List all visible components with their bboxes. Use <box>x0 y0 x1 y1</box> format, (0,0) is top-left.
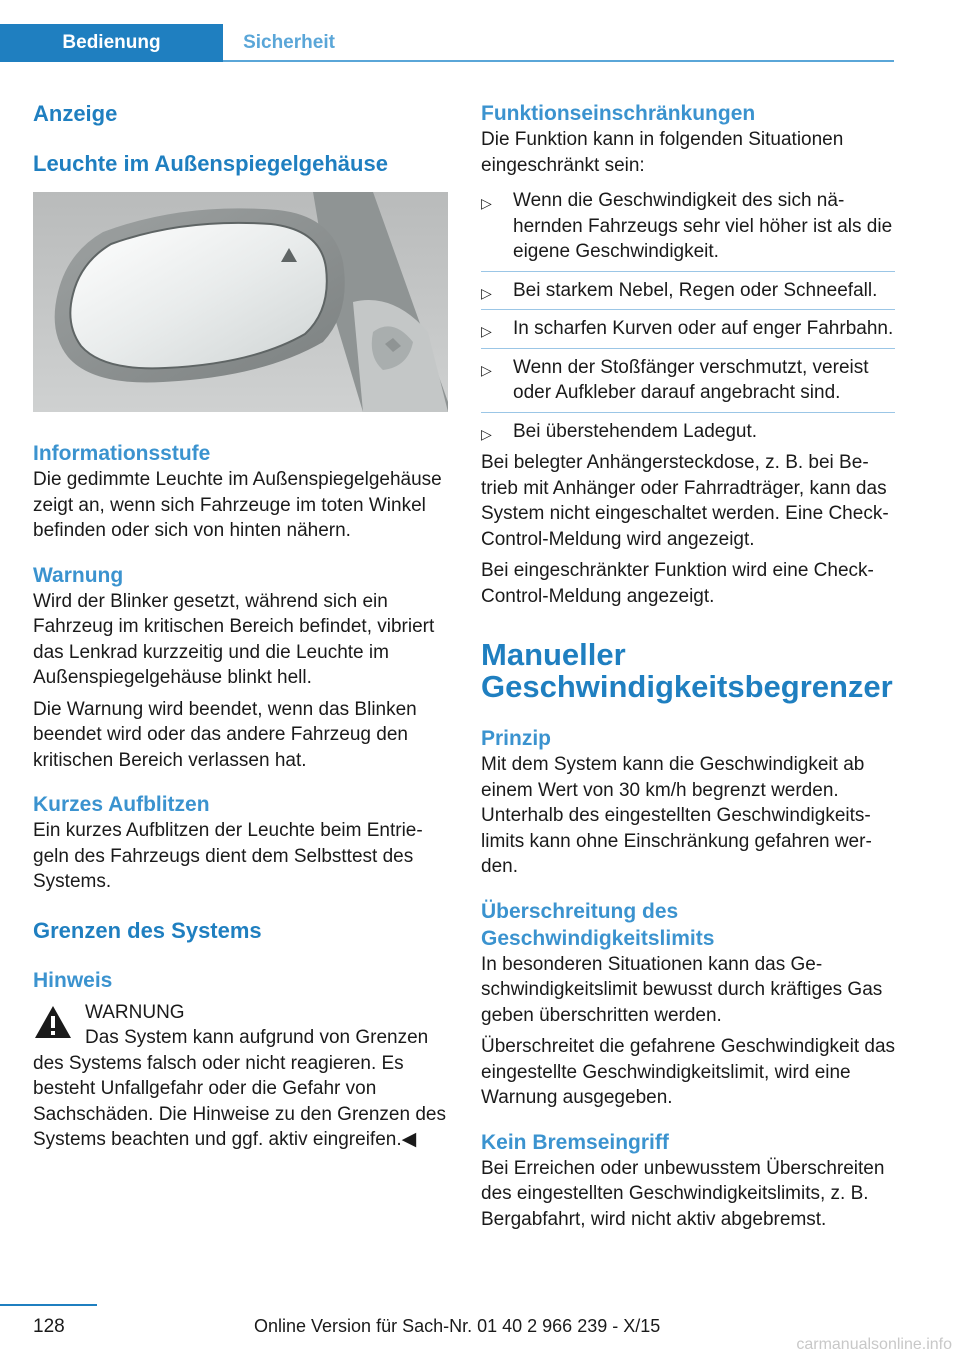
heading-informationsstufe: Informationsstufe <box>33 442 211 465</box>
list-item-text: Bei starkem Nebel, Regen oder Schneefall. <box>513 279 878 301</box>
list-item <box>481 310 895 349</box>
watermark: carmanualsonline.info <box>796 1336 952 1353</box>
list-item-text: Wenn die Geschwindigkeit des sich nähernden Fahrzeugs sehr viel höher ist als die eigene Geschwindigkeit. <box>513 190 893 262</box>
bullet-triangle-icon: ▷ <box>481 323 492 339</box>
text-kein-bremseingriff: Bei Erreichen oder unbewusstem Überschreiten des eingestellten Geschwindigkeitslimits, z. B. Bergabfahrt, wird nicht aktiv abgebremst. <box>481 1157 885 1230</box>
heading-leuchte: Leuchte im Außenspiegelgehäuse <box>33 151 388 176</box>
text-informationsstufe: Die gedimmte Leuchte im Außenspiegelgehäuse zeigt an, wenn sich Fahrzeuge im toten Winkel befinden oder sich von hinten nähern. <box>33 469 442 541</box>
heading-begrenzer: Geschwindigkeitsbegrenzer <box>481 669 893 704</box>
list-item <box>481 413 895 451</box>
heading-manueller: Manueller <box>481 637 626 672</box>
text-warnung-2: Die Warnung wird beendet, wenn das Blinken beendet wird oder das andere Fahrzeug den kritischen Bereich verlassen hat. <box>33 698 417 771</box>
bullet-triangle-icon: ▷ <box>481 425 492 442</box>
left-column <box>33 100 448 1153</box>
heading-kurzes-aufblitzen: Kurzes Aufblitzen <box>33 793 210 816</box>
heading-prinzip: Prinzip <box>481 727 552 750</box>
bullet-triangle-icon: ▷ <box>481 361 492 378</box>
text-warnung-1: Wird der Blinker gesetzt, während sich ein Fahrzeug im kritischen Bereich befindet, vibriert das Lenkrad kurzzeitig und die Leuchte im Außenspiegelgehäuse blinkt hell. <box>33 590 435 688</box>
tab-sicherheit[interactable]: Sicherheit <box>243 32 335 53</box>
limitations-list <box>481 182 895 450</box>
list-item <box>481 272 895 311</box>
list-item-text: Wenn der Stoßfänger verschmutzt, vereist oder Aufkleber darauf angebracht sind. <box>513 356 869 403</box>
warning-line-1: Das System kann aufgrund von Grenzen <box>85 1027 429 1048</box>
list-item-text: In scharfen Kurven oder auf enger Fahrbahn. <box>513 318 894 339</box>
tab-bedienung[interactable]: Bedienung <box>0 24 223 62</box>
footer-version: Online Version für Sach-Nr. 01 40 2 966 239 - X/15 <box>254 1316 661 1336</box>
list-item <box>481 182 895 272</box>
mirror-illustration <box>33 192 448 412</box>
footer-rule <box>0 1304 97 1306</box>
warning-body: des Systems falsch oder nicht reagieren. Es besteht Unfallgefahr oder die Gefahr von Sachschäden. Die Hinweise zu den Grenzen des Systems beachten und ggf. aktiv eingreifen.◀ <box>33 1052 446 1150</box>
text-prinzip: Mit dem System kann die Geschwindigkeit ab einem Wert von 30 km/h begrenzt werden. Unterhalb des eingestellten Geschwindigkeitslimits kann ohne Einschränkung gefahren werden. <box>481 754 872 877</box>
bullet-triangle-icon: ▷ <box>481 284 492 301</box>
text-ueberschreitung-1: In besonderen Situationen kann das Geschwindigkeitslimit bewusst durch kräftiges Gas geben überschritten werden. <box>481 953 883 1026</box>
right-column <box>481 100 895 1232</box>
heading-kein-bremseingriff: Kein Bremseingriff <box>481 1130 669 1154</box>
list-item-text: Bei überstehendem Ladegut. <box>513 420 758 442</box>
text-anhaenger: Bei belegter Anhängersteckdose, z. B. bei Betrieb mit Anhänger oder Fahrradträger, kann das System nicht eingeschaltet werden. Eine Check-Control-Meldung wird angezeigt. <box>481 452 889 550</box>
warning-triangle-icon <box>33 1004 73 1040</box>
heading-warnung: Warnung <box>33 563 124 587</box>
warning-box <box>33 1000 448 1153</box>
text-check-control: Bei eingeschränkter Funktion wird eine Check-Control-Meldung angezeigt. <box>481 560 874 607</box>
heading-funktionseinschraenkungen: Funktionseinschränkungen <box>481 102 756 125</box>
text-ueberschreitung-2: Überschreitet die gefahrene Geschwindigkeit das eingestellte Geschwindigkeitslimit, wird eine Warnung ausgegeben. <box>481 1036 896 1108</box>
tab-bar <box>0 24 894 62</box>
text-kurzes-aufblitzen: Ein kurzes Aufblitzen der Leuchte beim Entriegeln des Fahrzeugs dient dem Selbsttest des Systems. <box>33 820 423 892</box>
text-funktion-intro: Die Funktion kann in folgenden Situationen eingeschränkt sein: <box>481 129 844 176</box>
tab-divider <box>223 60 894 62</box>
heading-grenzen: Grenzen des Systems <box>33 917 262 943</box>
warning-title: WARNUNG <box>85 1001 185 1023</box>
heading-ueberschreitung-1: Überschreitung des <box>481 899 679 923</box>
list-item <box>481 349 895 413</box>
heading-ueberschreitung-2: Geschwindigkeitslimits <box>481 926 715 950</box>
page-number: 128 <box>33 1316 65 1337</box>
bullet-triangle-icon: ▷ <box>481 195 492 211</box>
heading-hinweis: Hinweis <box>33 968 113 992</box>
heading-anzeige: Anzeige <box>33 101 118 126</box>
